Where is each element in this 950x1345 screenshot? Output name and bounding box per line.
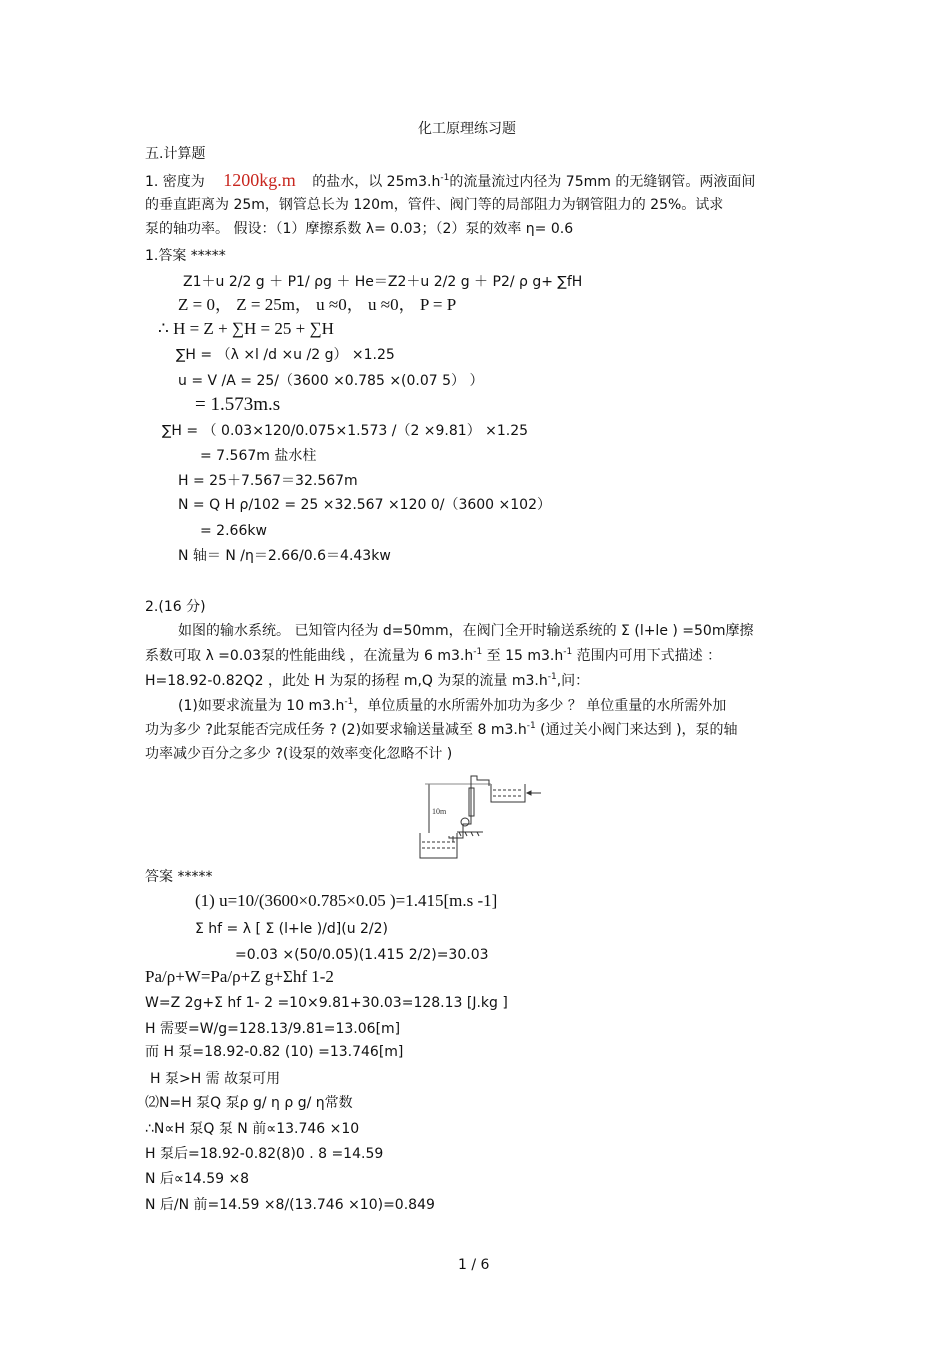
p1-line1: [145, 171, 755, 191]
p1-eq3: ∴ H = Z + ∑H = 25 + ∑H: [158, 319, 334, 338]
doc-title: 化工原理练习题: [418, 121, 516, 137]
p1-eq6: = 1.573m.s: [195, 394, 281, 415]
lower-tank: [420, 833, 457, 858]
p1-eq10: N = Q H ρ/102 = 25 ×32.567 ×120 0/（3600 ×102）: [178, 497, 551, 513]
p2-line3-a: H=18.92-0.82Q2 ，此处 H 为泵的扬程 m,Q 为泵的流量 m3.h: [145, 673, 548, 689]
p2-line2-a: 系数可取 λ =0.03泵的性能曲线 ，在流量为 6 m3.h: [145, 648, 474, 664]
p2-line2-b: 至 15 m3.h: [482, 648, 564, 664]
p2-line4: [178, 697, 726, 715]
p2-eq11: H 泵后=18.92-0.82(8)0 . 8 =14.59: [145, 1146, 384, 1162]
p1-line3: 泵的轴功率。 假设：（1）摩擦系数 λ= 0.03；（2）泵的效率 η= 0.6: [145, 221, 574, 237]
p1-eq9: H = 25＋7.567＝32.567m: [178, 473, 358, 489]
p2-eq7: 而 H 泵=18.92-0.82 (10) =13.746[m]: [145, 1044, 404, 1060]
p2-eq1: (1) u=10/(3600×0.785×0.05 )=1.415[m.s -1]: [195, 891, 498, 910]
height-label: 10m: [432, 807, 447, 816]
p1-eq4: ∑H = （λ ×l /d ×u /2 g） ×1.25: [176, 347, 395, 363]
p2-eq8: H 泵>H 需 故泵可用: [150, 1071, 281, 1087]
pump: [461, 818, 469, 826]
p2-eq5: W=Z 2g+Σ hf 1- 2 =10×9.81+30.03=128.13 [J.kg ]: [145, 995, 508, 1011]
p2-eq3: =0.03 ×(50/0.05)(1.415 2/2)=30.03: [235, 947, 489, 963]
density-value: 1200kg.m: [223, 170, 296, 190]
p1-line1-start: 1. 密度为: [145, 174, 205, 190]
p2-line6: 功率减少百分之多少 ?(设泵的效率变化忽略不计 ): [145, 746, 453, 762]
p1-eq7: ∑H = （ 0.03×120/0.075×1.573 /（2 ×9.81） ×1.25: [162, 423, 529, 439]
p2-line5: [145, 721, 738, 739]
p1-line2: 的垂直距离为 25m，钢管总长为 120m，管件、阀门等的局部阻力为钢管阻力的 25%。试求: [145, 197, 724, 213]
p2-line4-a: (1)如要求流量为 10 m3.h: [178, 698, 345, 714]
p1-line1-end: 的流量流过内径为 75mm 的无缝钢管。两液面间: [449, 174, 756, 190]
p2-line3: [145, 672, 589, 690]
water-system-diagram: [405, 770, 550, 865]
p2-sup-e: -1: [526, 721, 536, 731]
p2-line3-b: ,问：: [556, 673, 590, 689]
upper-tank: [491, 784, 525, 802]
p2-head: 2.(16 分): [145, 599, 206, 615]
section-heading: 五.计算题: [145, 146, 206, 162]
p2-line4-b: ，单位质量的水所需外加功为多少 ？ 单位重量的水所需外加: [353, 698, 727, 714]
p1-sup: -1: [440, 173, 450, 183]
p1-eq5: u = V /A = 25/（3600 ×0.785 ×(0.07 5） ）: [178, 373, 484, 389]
p2-line2: [145, 647, 721, 665]
p2-sup-c: -1: [547, 672, 557, 682]
p2-eq6: H 需要=W/g=128.13/9.81=13.06[m]: [145, 1021, 401, 1037]
p2-sup-d: -1: [344, 697, 354, 707]
p2-answer-title: 答案 *****: [145, 869, 213, 885]
p2-line5-b: (通过关小阀门来达到 )，泵的轴: [535, 722, 738, 738]
p1-eq8: = 7.567m 盐水柱: [200, 448, 317, 464]
p1-eq11: = 2.66kw: [200, 523, 267, 539]
p1-eq2: Z = 0， Z = 25m， u ≈0， u ≈0， P = P: [178, 295, 457, 314]
p2-eq13: N 后/N 前=14.59 ×8/(13.746 ×10)=0.849: [145, 1197, 435, 1213]
p1-eq1: Z1＋u 2/2 g ＋ P1/ ρg ＋ He＝Z2＋u 2/2 g ＋ P2/ ρ g+ ∑fH: [183, 274, 583, 290]
page-number: 1 / 6: [458, 1257, 490, 1273]
p1-answer-title: 1.答案 *****: [145, 248, 226, 264]
p2-line2-c: 范围内可用下式描述 ：: [572, 648, 722, 664]
p2-sup-b: -1: [563, 647, 573, 657]
p2-line1: 如图的输水系统。 已知管内径为 d=50mm，在阀门全开时输送系统的 Σ (l+le ) =50m摩擦: [178, 623, 754, 639]
p1-line1-mid: 的盐水，以 25m3.h: [312, 174, 441, 190]
p2-eq10: ∴N∝H 泵Q 泵 N 前∝13.746 ×10: [145, 1121, 360, 1137]
p2-eq9: ⑵N=H 泵Q 泵ρ g/ η ρ g/ η常数: [145, 1095, 353, 1111]
p2-eq4: Pa/ρ+W=Pa/ρ+Z g+Σhf 1-2: [145, 967, 334, 986]
p2-eq2: Σ hf = λ [ Σ (l+le )/d](u 2/2): [195, 921, 389, 937]
p1-eq12: N 轴＝ N /η＝2.66/0.6＝4.43kw: [178, 548, 391, 564]
p2-eq12: N 后∝14.59 ×8: [145, 1171, 250, 1187]
p2-line5-a: 功为多少 ?此泵能否完成任务 ? (2)如要求输送量减至 8 m3.h: [145, 722, 527, 738]
p2-sup-a: -1: [473, 647, 483, 657]
